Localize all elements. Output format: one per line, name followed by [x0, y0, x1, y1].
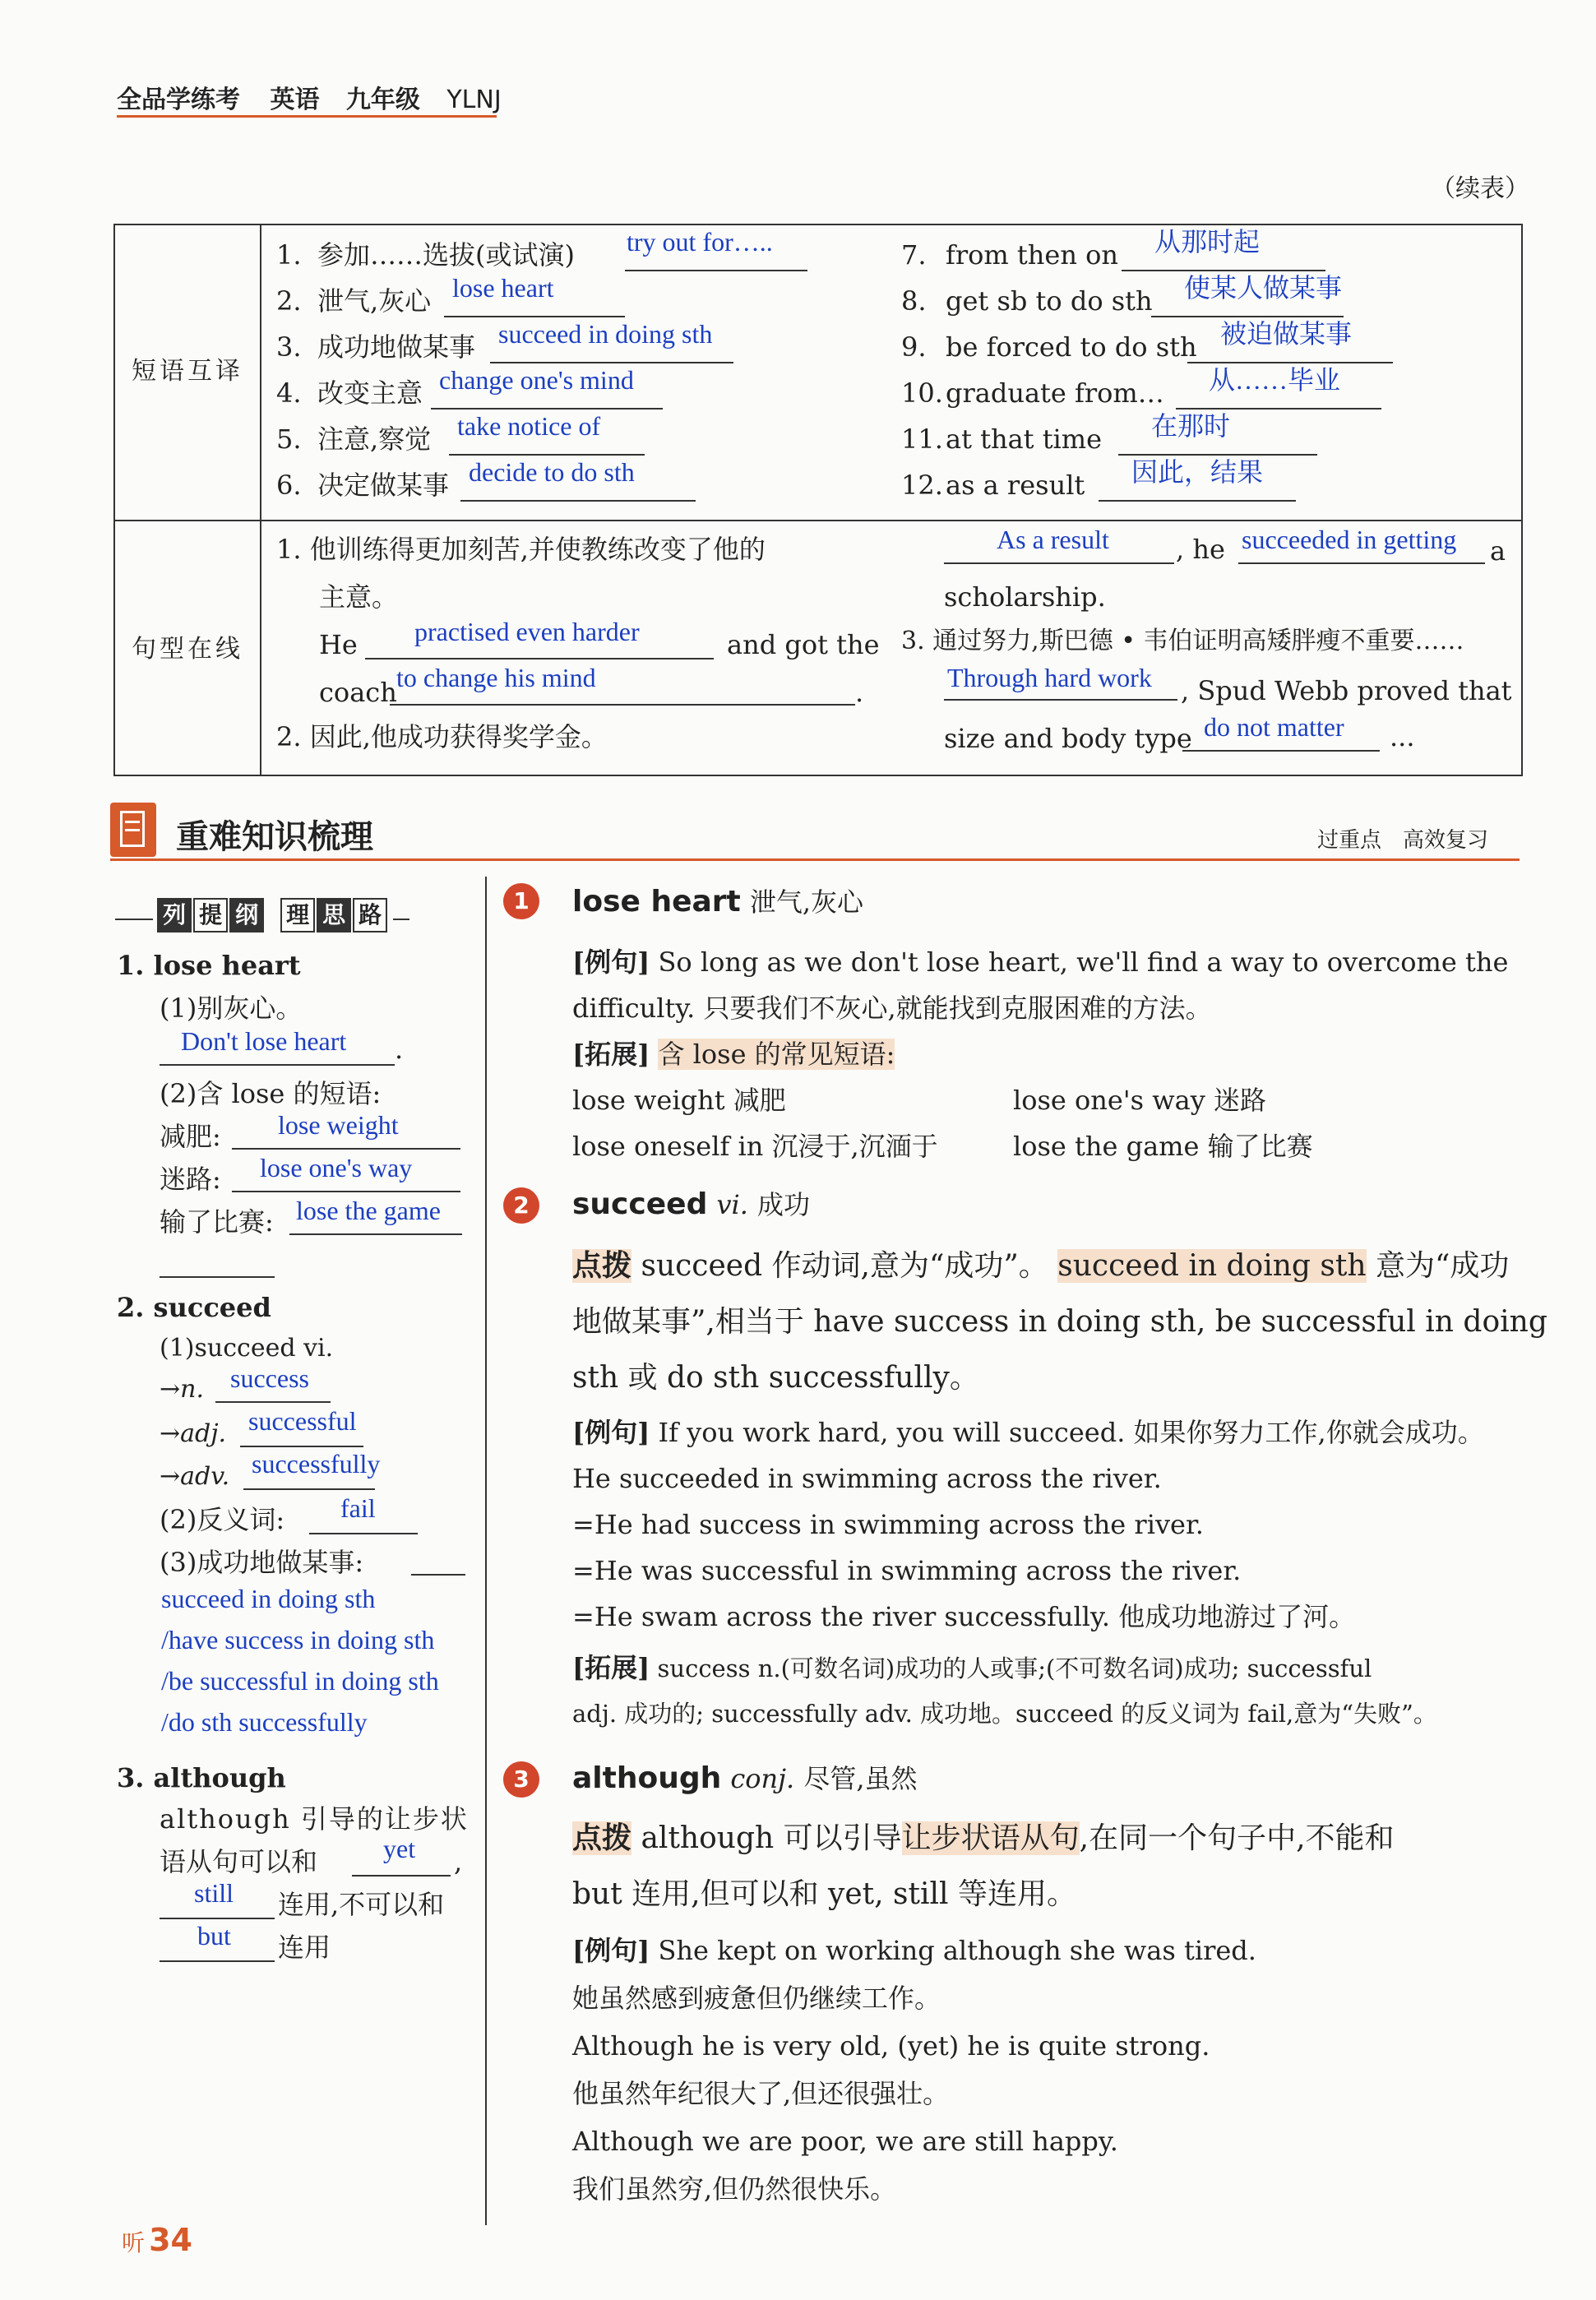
phrase-cn: 决定做某事 [317, 470, 450, 501]
s1-and: and got the [727, 629, 880, 660]
outline-i2-aadv: successfully [252, 1449, 381, 1479]
outline-i2-aadj: successful [248, 1406, 357, 1436]
outline-i1-a2b: lose one's way [260, 1153, 413, 1182]
s1-blank2 [390, 704, 855, 706]
point1-word: lose heart [572, 885, 741, 919]
outline-i2-blank-n [215, 1401, 331, 1403]
outline-i3-a2: still [194, 1878, 234, 1908]
phrase-en: graduate from… [946, 377, 1164, 409]
outline-i3-a3: but [197, 1921, 231, 1951]
outline-i1-q2a: 减肥: [160, 1121, 221, 1152]
outline-i1-blank2c [289, 1233, 462, 1235]
outline-i2-a2: fail [340, 1493, 376, 1523]
s3-cn: 3. 通过努力,斯巴德 • 韦伯证明高矮胖瘦不重要…… [901, 627, 1464, 655]
point3-badge: 3 [503, 1761, 539, 1798]
s3-size: size and body type [944, 723, 1192, 754]
outline-item2-head: 2. succeed [117, 1292, 271, 1323]
point2-heading [572, 1184, 810, 1222]
phrase-num: 2. [276, 285, 302, 317]
outline-i1-a2a: lose weight [278, 1110, 399, 1140]
outline-i2-an: success [230, 1363, 309, 1393]
point3-word: although [572, 1761, 722, 1795]
s2-blank1 [944, 562, 1174, 564]
section-tagline: 过重点 高效复习 [1317, 828, 1489, 853]
s2-a: a [1490, 535, 1506, 567]
phrase-answer: 从那时起 [1154, 227, 1261, 257]
outline-i3-blank3 [160, 1960, 275, 1962]
outline-i2-adv: →adv. [160, 1462, 230, 1491]
section-rule [110, 858, 1520, 861]
point2-tip1c: 意为“成功 [1375, 1249, 1510, 1283]
s1-answer2: to change his mind [396, 663, 596, 692]
row-label-phrases: 短语互译 [132, 357, 243, 386]
point3-ex1-text: She kept on working although she was tired. [658, 1935, 1256, 1966]
phrase-num: 8. [901, 285, 927, 317]
s3-end: ... [1390, 721, 1415, 752]
outline-i2-adj: →adj. [160, 1419, 227, 1448]
phrase-answer: decide to do sth [469, 457, 635, 487]
s3-blank2 [1182, 750, 1380, 752]
page-footer [122, 2222, 192, 2258]
phrase-answer: 在那时 [1151, 411, 1231, 441]
s2-answer2: succeeded in getting [1242, 525, 1457, 554]
point2-ex2: He succeeded in swimming across the river. [572, 1463, 1162, 1494]
outline-i1-q2b: 迷路: [160, 1164, 221, 1195]
point2-meaning: 成功 [757, 1189, 811, 1220]
phrase-num: 3. [276, 331, 302, 363]
outline-item3-head: 3. although [117, 1762, 286, 1793]
point3-ex5: Although we are poor, we are still happy. [572, 2126, 1118, 2157]
outline-title-char: 列 [157, 898, 192, 932]
point1-phrase1: lose weight 减肥 [572, 1085, 786, 1116]
point3-tip1a: although 可以引导 [641, 1821, 902, 1855]
point1-ex-text: So long as we don't lose heart, we'll find a way to overcome the [658, 946, 1509, 978]
point2-ex3: =He had success in swimming across the river. [572, 1509, 1204, 1540]
outline-i2-a3-line: /have success in doing sth [161, 1625, 435, 1654]
phrase-en: from then on [946, 239, 1118, 271]
point3-ex-tag: [例句] [572, 1935, 650, 1966]
s1-cn-b: 主意。 [319, 581, 399, 613]
section-icon [110, 803, 156, 857]
point1-example [572, 946, 1508, 979]
table-divider-col [260, 224, 261, 776]
phrase-en: get sb to do sth [946, 285, 1153, 317]
phrase-en: as a result [946, 470, 1085, 501]
outline-i3-t3: 连用,不可以和 [278, 1889, 445, 1920]
s3-answer1: Through hard work [947, 663, 1152, 692]
edition: YLNJ [446, 86, 502, 114]
outline-i2-q3: (3)成功地做某事: [160, 1547, 364, 1578]
s1-period: . [855, 677, 864, 708]
point2-word: succeed [572, 1187, 708, 1221]
outline-title-char: 提 [193, 898, 228, 932]
point1-ext-title: 含 lose 的常见短语: [658, 1039, 895, 1070]
phrase-cn: 注意,察觉 [317, 423, 432, 455]
outline-item1-head: 1. lose heart [117, 950, 301, 981]
point3-meaning: 尽管,虽然 [803, 1763, 918, 1794]
phrase-answer: 从……毕业 [1209, 365, 1341, 395]
s2-blank2 [1238, 562, 1485, 564]
phrase-blank [1099, 500, 1296, 502]
outline-i3-blank1 [352, 1875, 451, 1877]
section-title: 重难知识梳理 [176, 818, 373, 856]
point2-tip1a: succeed 作动词,意为“成功”。 [641, 1249, 1048, 1283]
table-divider-row [113, 520, 1523, 521]
point1-heading [572, 882, 863, 919]
point1-extension [572, 1038, 895, 1071]
header-underline [117, 115, 497, 118]
phrase-num: 1. [276, 239, 302, 271]
point1-phrase2: lose one's way 迷路 [1013, 1085, 1266, 1116]
outline-i1-blank2a [232, 1148, 460, 1150]
outline-title-char: 理 [280, 898, 315, 932]
outline-i1-blank1 [160, 1064, 395, 1066]
outline-i2-a3-line: succeed in doing sth [161, 1584, 376, 1613]
page-number: 34 [149, 2222, 192, 2258]
outline-i1-q2: (2)含 lose 的短语: [160, 1078, 382, 1109]
row-label-sentences: 句型在线 [132, 635, 243, 664]
point2-ex5: =He swam across the river successfully. 他成功地游过了河。 [572, 1601, 1356, 1632]
outline-i2-q2: (2)反义词: [160, 1504, 285, 1535]
outline-title-char: 思 [317, 898, 351, 932]
outline-i2-a3-line: /do sth successfully [161, 1707, 368, 1737]
phrase-answer: 使某人做某事 [1184, 273, 1343, 303]
point3-tip-line1 [572, 1822, 1395, 1855]
point2-ex-tag: [例句] [572, 1417, 650, 1448]
point2-ex1-text: If you work hard, you will succeed. 如果你努力工作,你就会成功。 [658, 1417, 1484, 1448]
point3-ex2: 她虽然感到疲惫但仍继续工作。 [572, 1983, 941, 2014]
phrase-num: 12. [901, 470, 943, 501]
outline-i2-blank-q3 [411, 1574, 465, 1576]
outline-i2-blank-fail [309, 1533, 418, 1534]
phrase-blank [460, 500, 696, 502]
phrase-num: 5. [276, 423, 302, 455]
phrase-answer: try out for….. [627, 227, 773, 257]
phrase-answer: 被迫做某事 [1220, 319, 1353, 349]
phrase-num: 10. [901, 377, 943, 409]
outline-title [115, 898, 409, 932]
point2-ext1-text: success n.(可数名词)成功的人或事;(不可数名词)成功; successful [657, 1654, 1372, 1682]
s1-blank1 [365, 658, 714, 659]
s1-he: He [319, 629, 358, 660]
outline-i1-a2c: lose the game [296, 1196, 441, 1225]
s3-blank1 [944, 699, 1177, 701]
grade: 九年级 [345, 86, 420, 114]
phrase-cn: 泄气,灰心 [317, 285, 432, 317]
point2-tip-line1 [572, 1250, 1509, 1283]
outline-i1-blank-extra [160, 1276, 275, 1278]
point3-ex4: 他虽然年纪很大了,但还很强壮。 [572, 2078, 950, 2109]
outline-i2-a3-line: /be successful in doing sth [161, 1666, 439, 1696]
phrase-en: at that time [946, 423, 1103, 455]
point3-tip-line2: but 连用,但可以和 yet, still 等连用。 [572, 1877, 1076, 1911]
phrase-blank [625, 270, 807, 271]
subject: 英语 [270, 86, 320, 114]
outline-i1-a1: Don't lose heart [181, 1026, 347, 1056]
point2-tip1b: succeed in doing sth [1057, 1249, 1367, 1283]
footer-label: 听 [122, 2229, 146, 2256]
phrase-en: be forced to do sth [946, 331, 1197, 363]
point2-tip-line3: sth 或 do sth successfully。 [572, 1361, 979, 1395]
point1-ex-tag: [例句] [572, 946, 650, 978]
phrase-answer: change one's mind [439, 365, 634, 395]
phrase-answer: lose heart [452, 273, 554, 303]
phrase-answer: take notice of [457, 411, 601, 441]
outline-i1-blank2b [232, 1191, 460, 1192]
point1-phrase4: lose the game 输了比赛 [1013, 1131, 1313, 1162]
phrase-answer: 因此，结果 [1131, 457, 1264, 487]
series-name: 全品学练考 [117, 86, 240, 114]
phrase-answer: succeed in doing sth [498, 319, 713, 349]
outline-i3-t1: although 引导的让步状 [160, 1803, 469, 1835]
point2-ext-tag: [拓展] [572, 1652, 650, 1683]
point2-tip-line2: 地做某事”,相当于 have success in doing sth, be successful in doing [572, 1305, 1547, 1339]
s1-answer1: practised even harder [414, 617, 640, 646]
point2-tip-tag: 点拨 [572, 1249, 632, 1283]
point2-ex1 [572, 1416, 1484, 1449]
point2-ex4: =He was successful in swimming across the river. [572, 1555, 1242, 1586]
point1-example-2: difficulty. 只要我们不灰心,就能找到克服困难的方法。 [572, 993, 1212, 1024]
point1-ext-tag: [拓展] [572, 1039, 650, 1070]
outline-i2-blank-adv [243, 1488, 375, 1490]
outline-i3-t2: 语从句可以和 [160, 1846, 318, 1877]
phrase-num: 6. [276, 470, 302, 501]
phrase-cn: 改变主意 [317, 377, 423, 409]
phrase-num: 7. [901, 239, 927, 271]
outline-i2-q1: (1)succeed vi. [160, 1334, 334, 1363]
point2-pos: vi. [716, 1189, 748, 1220]
point3-heading [572, 1758, 918, 1796]
point1-phrase3: lose oneself in 沉浸于,沉湎于 [572, 1131, 938, 1162]
s2-cn: 2. 因此,他成功获得奖学金。 [276, 721, 608, 752]
point3-ex3: Although he is very old, (yet) he is quite strong. [572, 2030, 1210, 2062]
phrase-num: 9. [901, 331, 927, 363]
phrase-cn: 成功地做某事 [317, 331, 476, 363]
outline-title-char: 纲 [229, 898, 264, 932]
s3-mid: , Spud Webb proved that [1181, 675, 1512, 706]
outline-i1-q2c: 输了比赛: [160, 1206, 274, 1238]
phrase-cn: 参加……选拔(或试演) [317, 239, 575, 271]
s2-answer1: As a result [997, 525, 1109, 554]
point2-ext1 [572, 1651, 1372, 1685]
outline-title-char: 路 [353, 898, 387, 932]
point1-badge: 1 [503, 883, 539, 919]
s1-coach: coach [319, 677, 397, 708]
outline-i3-t4: 连用 [278, 1932, 331, 1963]
point3-ex6: 我们虽然穷,但仍然很快乐。 [572, 2173, 897, 2205]
phrase-num: 11. [901, 423, 943, 455]
point2-badge: 2 [503, 1187, 539, 1224]
s1-cn-a: 1. 他训练得更加刻苦,并使教练改变了他的 [276, 534, 766, 565]
outline-i3-comma: , [454, 1846, 463, 1877]
point3-tip1b: 让步状语从句 [901, 1821, 1080, 1855]
point2-ext2: adj. 成功的; successfully adv. 成功地。succeed 的反义词为 fail,意为“失败”。 [572, 1700, 1437, 1728]
s3-answer2: do not matter [1204, 712, 1344, 742]
s2-he: , he [1176, 534, 1225, 565]
outline-i1-dot: . [395, 1034, 404, 1065]
point3-ex1 [572, 1934, 1256, 1967]
outline-i1-q1: (1)别灰心。 [160, 993, 303, 1024]
outline-column-divider [485, 877, 487, 2225]
outline-i2-n: →n. [160, 1375, 204, 1404]
phrase-num: 4. [276, 377, 302, 409]
outline-title-chars [157, 901, 389, 928]
point3-tip-tag: 点拨 [572, 1821, 632, 1855]
point3-pos: conj. [730, 1763, 795, 1794]
outline-i3-a1: yet [383, 1834, 416, 1863]
page-header [117, 79, 502, 115]
s2-scholarship: scholarship. [944, 581, 1106, 613]
point3-tip1c: ,在同一个句子中,不能和 [1079, 1821, 1395, 1855]
point1-meaning: 泄气,灰心 [749, 886, 864, 918]
continued-note: （续表） [1431, 174, 1529, 203]
